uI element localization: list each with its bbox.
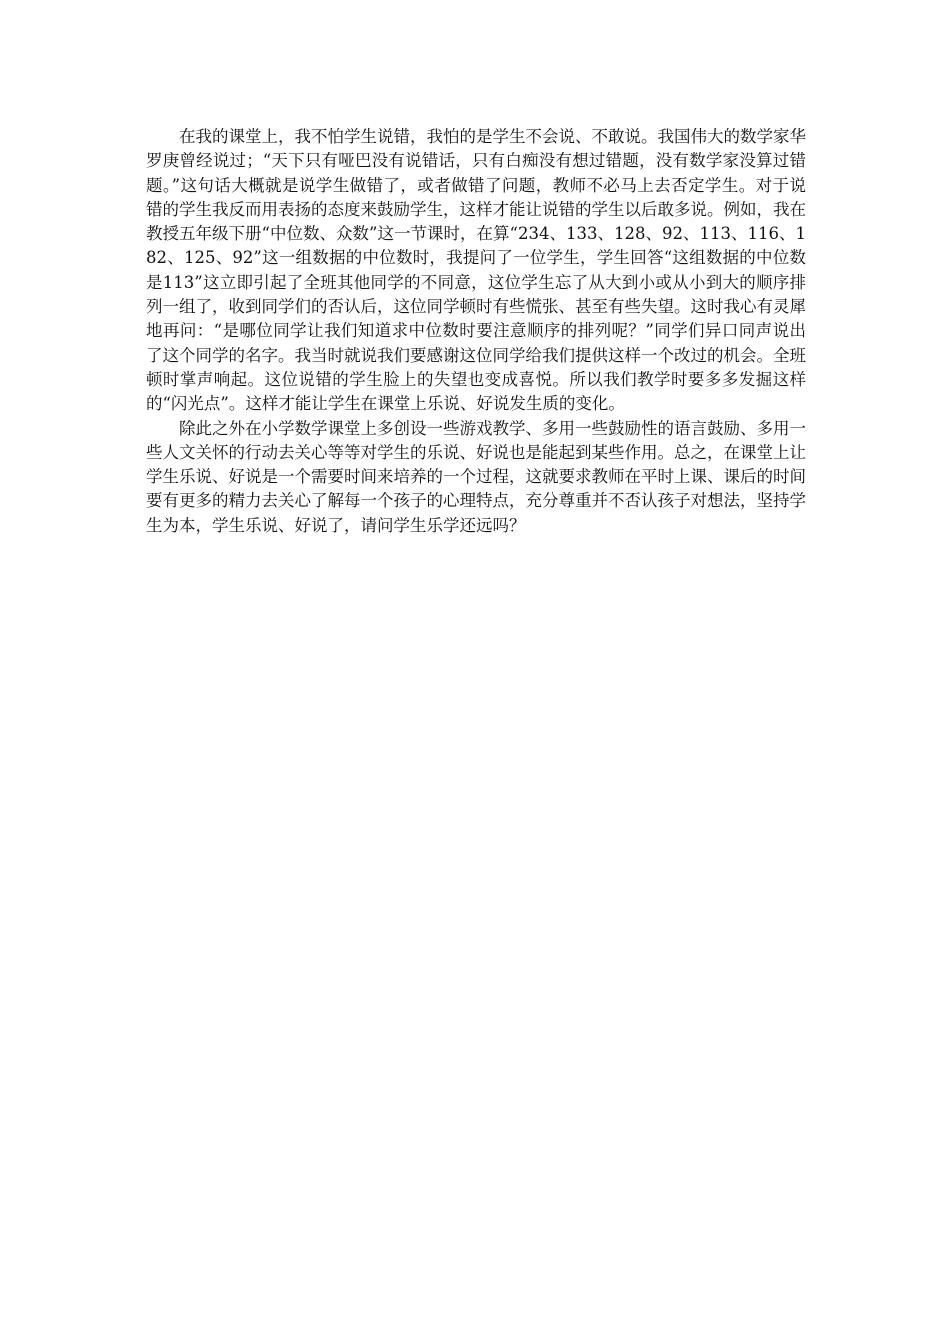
- document-body: [146, 125, 806, 538]
- paragraph-2: 除此之外在小学数学课堂上多创设一些游戏教学、多用一些鼓励性的语言鼓励、多用一些人文关怀的行动去关心等等对学生的乐说、好说也是能起到某些作用。总之，在课堂上让学生乐说、好说是一个需要时间来培养的一个过程，这就要求教师在平时上课、课后的时间要有更多的精力去关心了解每一个孩子的心理特点，充分尊重并不否认孩子对想法，坚持学生为本，学生乐说、好说了，请问学生乐学还远吗？: [146, 418, 806, 535]
- paragraph-1: 在我的课堂上，我不怕学生说错，我怕的是学生不会说、不敢说。我国伟大的数学家华罗庚曾经说过；“天下只有哑巴没有说错话，只有白痴没有想过错题，没有数学家没算过错题。”这句话大概就是说学生做错了，或者做错了问题，教师不必马上去否定学生。对于说错的学生我反而用表扬的态度来鼓励学生，这样才能让说错的学生以后敢多说。例如，我在教授五年级下册“中位数、众数”这一节课时，在算“234、133、128、92、113、116、182、125、92”这一组数据的中位数时，我提问了一位学生，学生回答“这组数据的中位数是113”这立即引起了全班其他同学的不同意，这位学生忘了从大到小或从小到大的顺序排列一组了，收到同学们的否认后，这位同学顿时有些慌张、甚至有些失望。这时我心有灵犀地再问：“是哪位同学让我们知道求中位数时要注意顺序的排列呢？”同学们异口同声说出了这个同学的名字。我当时就说我们要感谢这位同学给我们提供这样一个改过的机会。全班顿时掌声响起。这位说错的学生脸上的失望也变成喜悦。所以我们教学时要多多发掘这样的“闪光点”。这样才能让学生在课堂上乐说、好说发生质的变化。: [146, 127, 806, 414]
